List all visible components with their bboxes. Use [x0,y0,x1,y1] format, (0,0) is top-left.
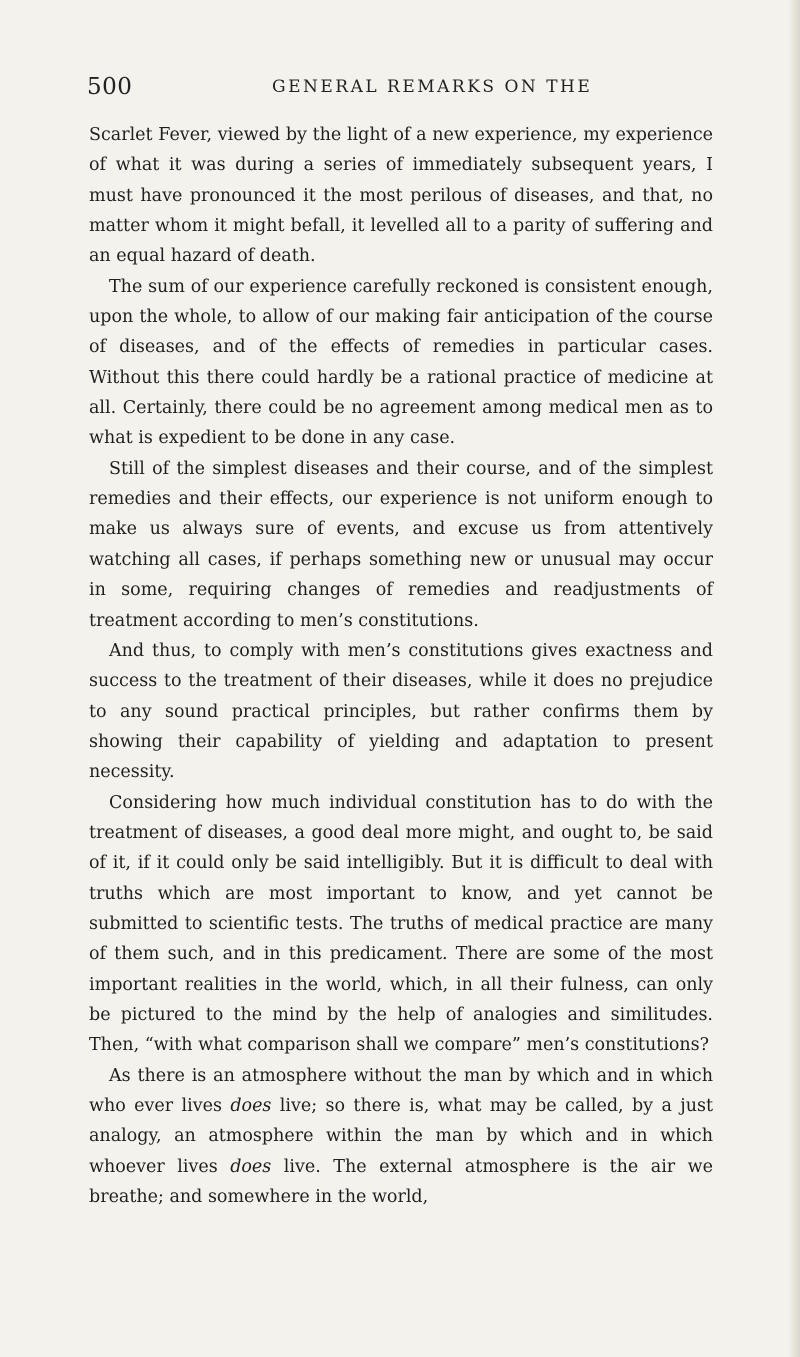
paragraph: And thus, to comply with men’s constitutions gives exactness and success to the treatment of their diseases, while it does no prejudice to any sound practical principles, but rather confirms them by showing their capability of yielding and adaptation to present necessity. [89,640,713,783]
text-run: live. The external atmosphere is the air we breathe; and somewhere in the world, [89,1156,713,1208]
page-number: 500 [87,74,133,100]
running-head: GENERAL REMARKS ON THE [272,77,593,97]
paragraph: Still of the simplest diseases and their course, and of the simplest remedies and their effects, our experience is not uniform enough to make us always sure of events, and excuse us from attentively watching all cases, if perhaps something new or unusual may occur in some, requiring changes of remedies and readjustments of treatment according to men’s constitutions. [89,458,713,631]
paragraph: The sum of our experience carefully reckoned is consistent enough, upon the whole, to allow of our making fair anticipation of the course of diseases, and of the effects of remedies in particular cases. Without this there could hardly be a rational practice of medicine at all. Certainly, there could be no agreement among medical men as to what is expedient to be done in any case. [89,276,713,449]
paragraph-last [89,1061,713,1213]
italic-word: does [230,1156,272,1177]
italic-word: does [230,1096,272,1116]
paragraph: Considering how much individual constitution has to do with the treatment of diseases, a good deal more might, and ought to, be said of it, if it could only be said intelligibly. But it is difficult to deal with truths which are most important to know, and yet cannot be submitted to scientific tests. The truths of medical practice are many of them such, and in this predicament. There are some of the most important realities in the world, which, in all their fulness, can only be pictured to the mind by the help of analogies and similitudes. Then, “with what comparison shall we compare” men’s constitutions? [89,792,713,1056]
text-run: As there is an atmosphere without the man by which and in which who ever lives [89,1065,713,1116]
body-text [89,120,713,1212]
page-edge-shadow [788,0,800,1357]
text-run: live; so there is, what may be called, by a just analogy, an atmosphere within the man by which and in which whoever lives [89,1096,713,1177]
page-header [87,74,717,104]
paragraph: Scarlet Fever, viewed by the light of a new experience, my experience of what it was during a series of immediately subsequent years, I must have pronounced it the most perilous of diseases, and that, no matter whom it might befall, it levelled all to a parity of suffering and an equal hazard of death. [89,125,713,267]
